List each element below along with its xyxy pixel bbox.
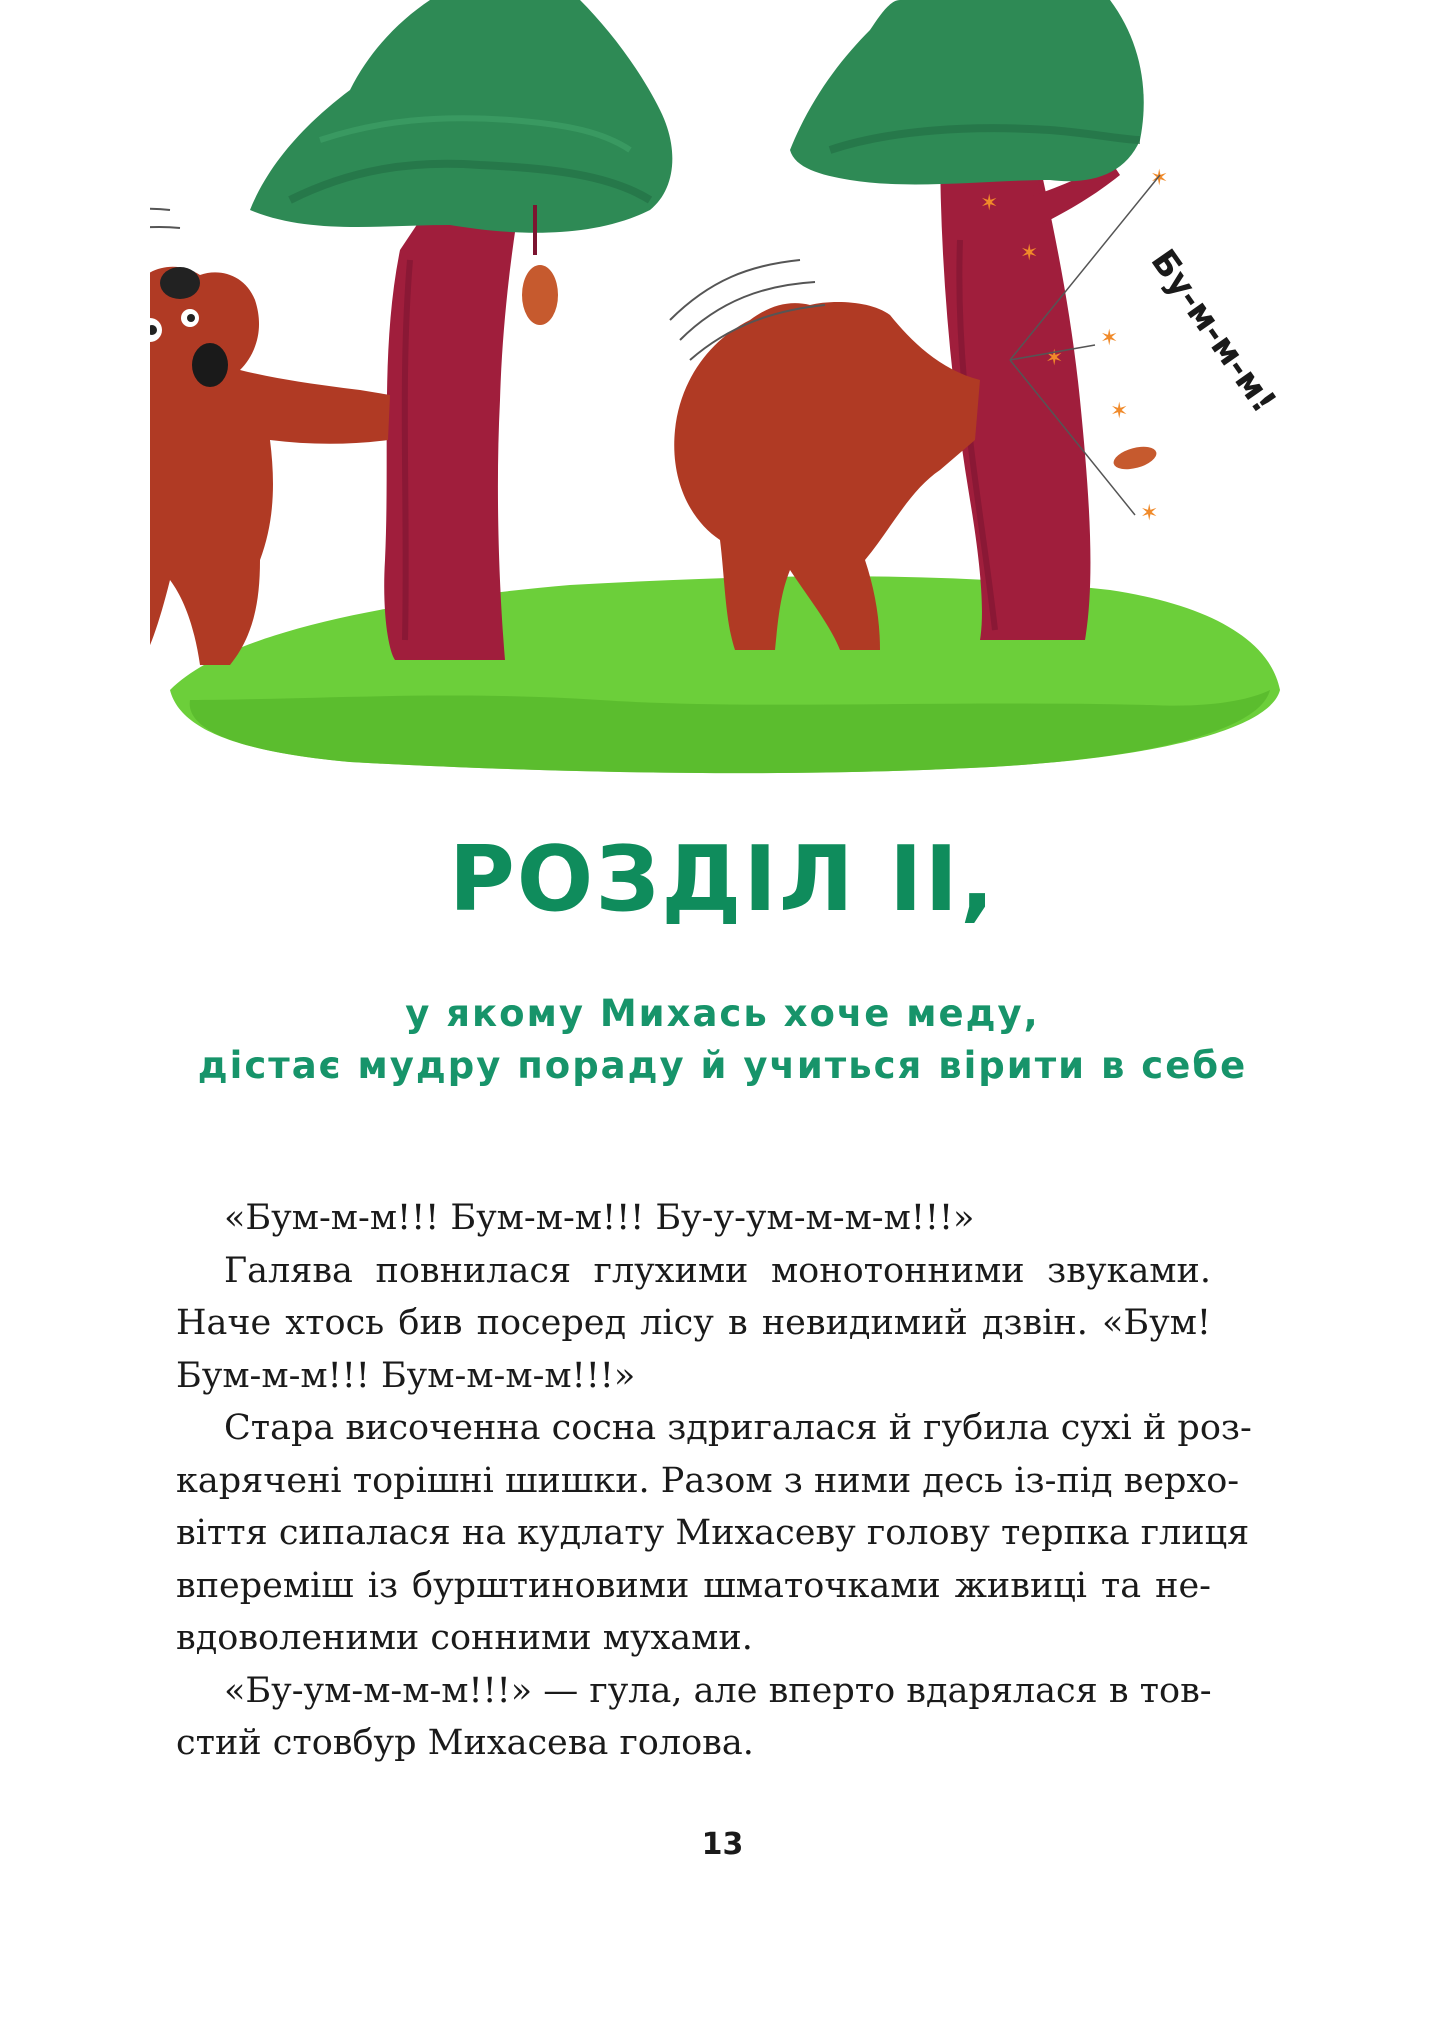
body-line: «Бу-ум-м-м-м!!!» — гула, але вперто вдарялася в тов- bbox=[224, 1670, 1212, 1711]
body-line: карячені торішні шишки. Разом з ними десь із-під верхо- bbox=[176, 1460, 1240, 1501]
body-line: стий стовбур Михасева голова. bbox=[176, 1723, 754, 1763]
pine-cone bbox=[522, 265, 558, 325]
falling-cone bbox=[1111, 443, 1159, 474]
body-line: «Бум-м-м!!! Бум-м-м!!! Бу-у-ум-м-м-м!!!» bbox=[224, 1198, 975, 1238]
svg-text:✶: ✶ bbox=[1110, 399, 1129, 424]
svg-text:✶: ✶ bbox=[1150, 166, 1169, 191]
svg-text:✶: ✶ bbox=[1100, 326, 1119, 351]
chapter-subtitle-line-1: у якому Михась хоче меду, bbox=[405, 992, 1040, 1035]
body-line: Галява повнилася глухими монотонними звуками. bbox=[224, 1250, 1211, 1291]
svg-text:✶: ✶ bbox=[1045, 346, 1064, 371]
chapter-subtitle-line-2: дістає мудру пораду й учиться вірити в себе bbox=[197, 1044, 1248, 1087]
body-line: Бум-м-м!!! Бум-м-м-м!!!» bbox=[176, 1355, 636, 1396]
body-text bbox=[176, 1192, 1252, 1770]
svg-text:✶: ✶ bbox=[1140, 501, 1159, 526]
body-line: вдоволеними сонними мухами. bbox=[176, 1618, 753, 1658]
chapter-title: РОЗДІЛ ІІ, bbox=[448, 827, 997, 932]
left-pine-tree bbox=[250, 0, 672, 660]
page-number: 13 bbox=[701, 1827, 744, 1862]
body-line: віття сипалася на кудлату Михасеву голову терпка глиця bbox=[176, 1513, 1250, 1553]
illustration-bears-and-trees bbox=[150, 0, 1300, 790]
svg-text:✶: ✶ bbox=[980, 191, 999, 216]
body-line: Стара височенна сосна здригалася й губила сухі й роз- bbox=[224, 1408, 1252, 1448]
body-line: впереміш із бурштиновими шматочками живиці та не- bbox=[176, 1565, 1211, 1606]
body-line: Наче хтось бив посеред лісу в невидимий дзвін. «Бум! bbox=[176, 1303, 1211, 1343]
sound-effect-text: Бу-м-м-м! bbox=[1142, 242, 1284, 421]
svg-text:✶: ✶ bbox=[1020, 241, 1039, 266]
left-bear bbox=[150, 209, 390, 665]
